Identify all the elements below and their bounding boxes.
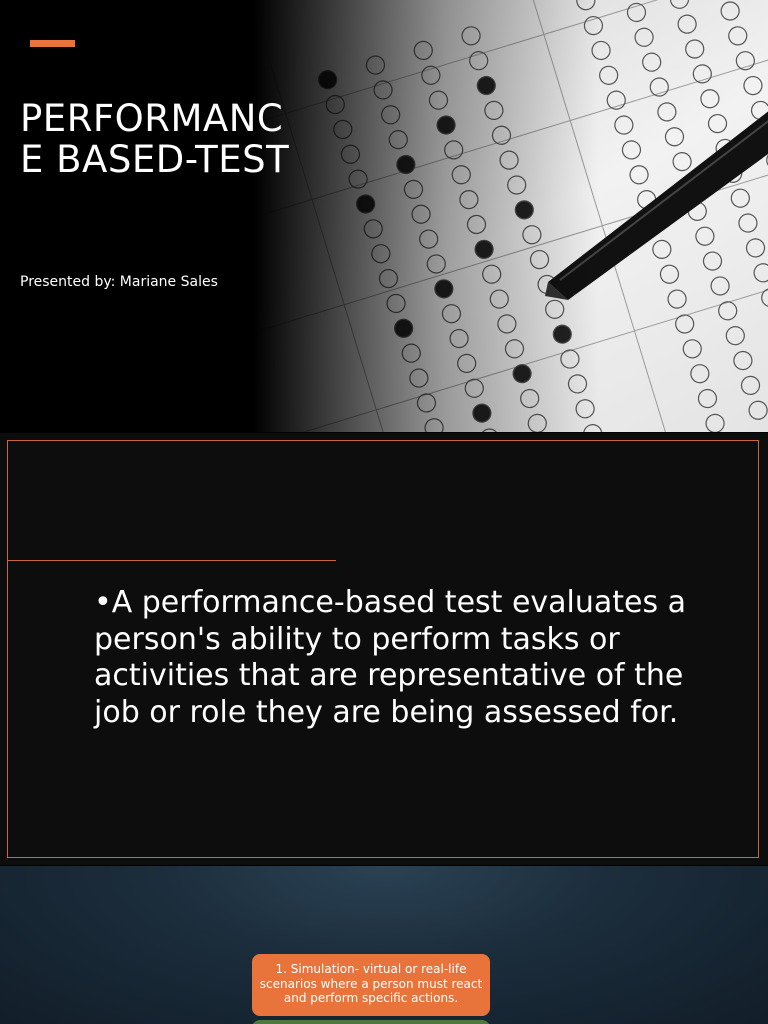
definition-slide xyxy=(0,433,768,865)
simulation-box: 1. Simulation- virtual or real-life scenarios where a person must react and perform specific actions. xyxy=(252,954,490,1016)
title-slide xyxy=(0,0,768,432)
definition-text: •A performance-based test evaluates a person's ability to perform tasks or activities that are representative of the job or role they are being assessed for. xyxy=(94,585,687,730)
presenter-line: Presented by: Mariane Sales xyxy=(20,274,218,290)
slide-title: PERFORMANCE BASED-TEST xyxy=(20,97,290,181)
answer-sheet-photo xyxy=(0,0,768,432)
divider-line xyxy=(7,560,336,561)
types-slide xyxy=(0,866,768,1024)
accent-bar xyxy=(30,40,75,47)
next-item-box xyxy=(252,1020,490,1024)
